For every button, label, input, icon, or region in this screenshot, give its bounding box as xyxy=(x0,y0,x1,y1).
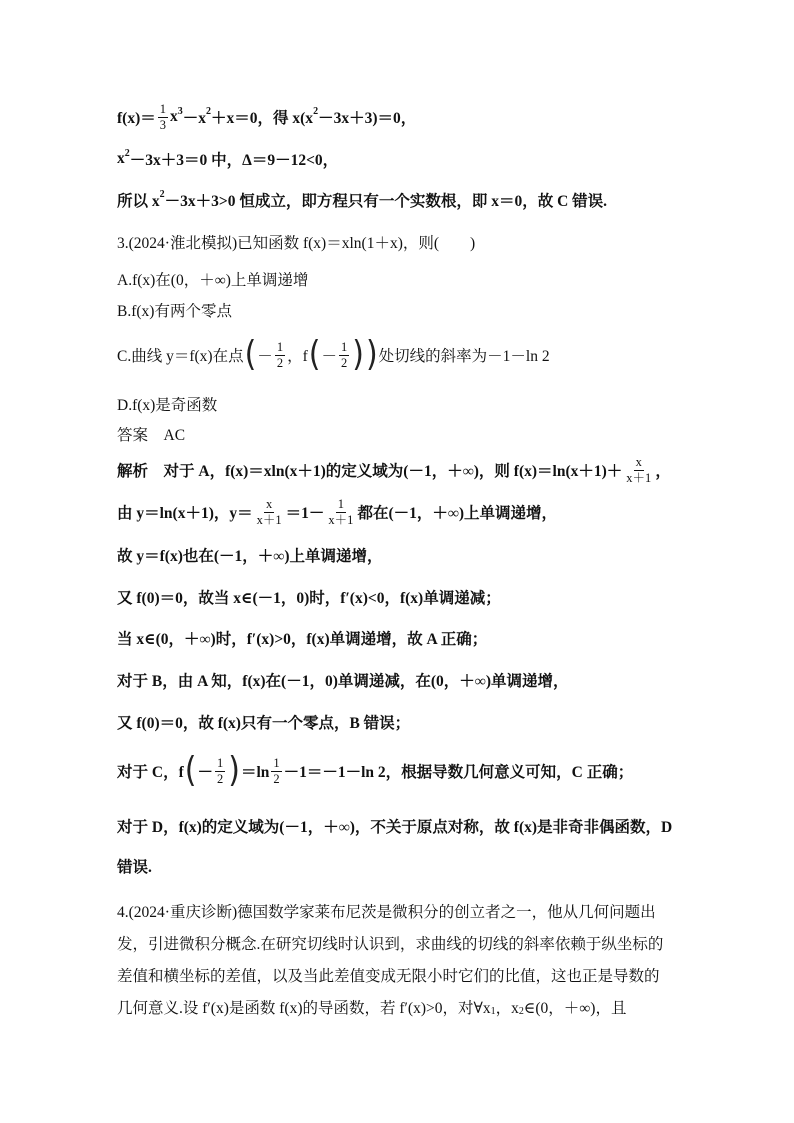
text: 故 y＝f(x)也在(－1，＋∞)上单调递增， xyxy=(117,548,383,565)
question-4-line-4 xyxy=(117,987,626,1027)
big-left-paren: ( xyxy=(184,750,197,791)
text: 发，引进微积分概念.在研究切线时认识到，求曲线的切线的斜率依赖于纵坐标的 xyxy=(117,936,664,953)
fraction-denominator: 2 xyxy=(273,771,280,786)
text: x xyxy=(170,108,178,125)
analysis-line-5 xyxy=(117,618,487,658)
text: 解析 对于 A，f(x)＝xln(x＋1)的定义域为(－1，＋∞)，则 f(x)＝ln(x＋1)＋ xyxy=(117,463,623,480)
text: ， xyxy=(655,463,671,480)
fraction-denominator: x＋1 xyxy=(328,512,354,527)
text: ，x xyxy=(495,1000,519,1017)
question-3-option-c xyxy=(117,335,550,375)
text: －1＝－1－ln 2，根据导数几何意义可知，C 正确； xyxy=(283,764,634,781)
solution-line-1 xyxy=(117,97,416,137)
analysis-line-8 xyxy=(117,751,633,791)
superscript: 2 xyxy=(159,188,165,200)
text: C.曲线 y＝f(x)在点 xyxy=(117,348,244,365)
text: B.f(x)有两个零点 xyxy=(117,303,232,320)
superscript: 2 xyxy=(313,105,319,117)
fraction-numerator: x xyxy=(266,496,273,511)
text: －3x＋3)＝0， xyxy=(318,110,417,127)
fraction-numerator: 1 xyxy=(337,496,345,511)
text: f(x)＝ xyxy=(117,110,156,127)
text: 由 y＝ln(x＋1)，y＝ xyxy=(117,505,253,522)
text: －3x＋3＝0 中，Δ＝9－12<0， xyxy=(129,152,339,169)
big-right-paren: ) xyxy=(228,750,240,791)
question-3-option-b xyxy=(117,290,232,330)
text: D.f(x)是奇函数 xyxy=(117,397,218,414)
fraction-numerator: 1 xyxy=(159,101,166,116)
text: A.f(x)在(0，＋∞)上单调递增 xyxy=(117,272,309,289)
fraction-numerator: x xyxy=(635,454,642,469)
analysis-line-9 xyxy=(117,806,672,846)
text: 对于 B，由 A 知，f(x)在(－1，0)单调递减，在(0，＋∞)单调递增， xyxy=(117,673,569,690)
fraction xyxy=(339,340,349,371)
big-left-paren: ( xyxy=(244,334,257,375)
text: 错误. xyxy=(117,859,152,876)
text: 所以 x xyxy=(117,193,160,210)
superscript: 3 xyxy=(177,105,183,117)
text: ＝1－ xyxy=(285,505,325,522)
text: ＝ln xyxy=(240,764,270,781)
fraction-denominator: x＋1 xyxy=(626,470,652,485)
fraction xyxy=(275,340,285,371)
analysis-line-10 xyxy=(117,846,152,886)
fraction-numerator: 1 xyxy=(276,339,284,354)
text: 又 f(0)＝0，故 f(x)只有一个零点，B 错误； xyxy=(117,715,411,732)
text: 对于 C，f xyxy=(117,764,184,781)
fraction-numerator: 1 xyxy=(216,755,224,770)
big-right-paren: ) xyxy=(352,334,364,375)
fraction xyxy=(271,756,281,787)
fraction-numerator: 1 xyxy=(340,339,348,354)
fraction-denominator: x＋1 xyxy=(256,512,282,527)
text: 差值和横坐标的差值，以及当此差值变成无限小时它们的比值，这也正是导数的 xyxy=(117,968,660,985)
text: 对于 D，f(x)的定义域为(－1，＋∞)，不关于原点对称，故 f(x)是非奇非偶函数，D xyxy=(117,819,673,836)
big-left-paren: ( xyxy=(308,334,321,375)
fraction-numerator: 1 xyxy=(273,755,280,770)
superscript: 2 xyxy=(124,147,130,159)
superscript: 2 xyxy=(206,105,212,117)
fraction xyxy=(624,455,653,486)
fraction-denominator: 3 xyxy=(159,117,166,132)
question-3-stem xyxy=(117,222,475,262)
text: ＋x＝0，得 x(x xyxy=(211,110,314,127)
subscript: 1 xyxy=(490,1005,496,1017)
text: 答案 AC xyxy=(117,427,186,444)
text: － xyxy=(257,348,273,365)
text: －3x＋3>0 恒成立，即方程只有一个实数根，即 x＝0，故 C 错误. xyxy=(164,193,608,210)
text: － xyxy=(321,348,337,365)
fraction xyxy=(215,756,225,787)
subscript: 2 xyxy=(518,1005,524,1017)
text: －x xyxy=(182,110,207,127)
text: ，f xyxy=(287,348,308,365)
text: 3.(2024·淮北模拟)已知函数 f(x)＝xln(1＋x)，则( ) xyxy=(117,235,476,252)
analysis-line-2 xyxy=(117,492,557,532)
fraction-denominator: 2 xyxy=(340,355,348,370)
analysis-line-3 xyxy=(117,535,382,575)
question-3-answer xyxy=(117,414,185,454)
text: x xyxy=(117,150,125,167)
solution-line-2 xyxy=(117,139,338,179)
fraction-denominator: 2 xyxy=(276,355,284,370)
fraction xyxy=(158,102,168,133)
analysis-line-1 xyxy=(117,450,671,490)
text: 都在(－1，＋∞)上单调递增， xyxy=(357,505,558,522)
text: 几何意义.设 f′(x)是函数 f(x)的导函数，若 f′(x)>0，对∀x xyxy=(117,1000,491,1017)
text: 当 x∈(0，＋∞)时，f′(x)>0，f(x)单调递增，故 A 正确； xyxy=(117,631,488,648)
text: － xyxy=(197,764,213,781)
text: 又 f(0)＝0，故当 x∈(－1，0)时，f′(x)<0，f(x)单调递减； xyxy=(117,590,501,607)
analysis-line-6 xyxy=(117,660,569,700)
analysis-line-4 xyxy=(117,577,501,617)
fraction xyxy=(255,497,284,528)
text: 处切线的斜率为－1－ln 2 xyxy=(378,348,550,365)
solution-line-3 xyxy=(117,180,607,220)
text: 4.(2024·重庆诊断)德国数学家莱布尼茨是微积分的创立者之一，他从几何问题出 xyxy=(117,904,656,921)
fraction xyxy=(326,497,355,528)
big-right-paren: ) xyxy=(365,334,378,375)
fraction-denominator: 2 xyxy=(216,771,224,786)
analysis-line-7 xyxy=(117,702,410,742)
text: ∈(0，＋∞)，且 xyxy=(523,1000,627,1017)
